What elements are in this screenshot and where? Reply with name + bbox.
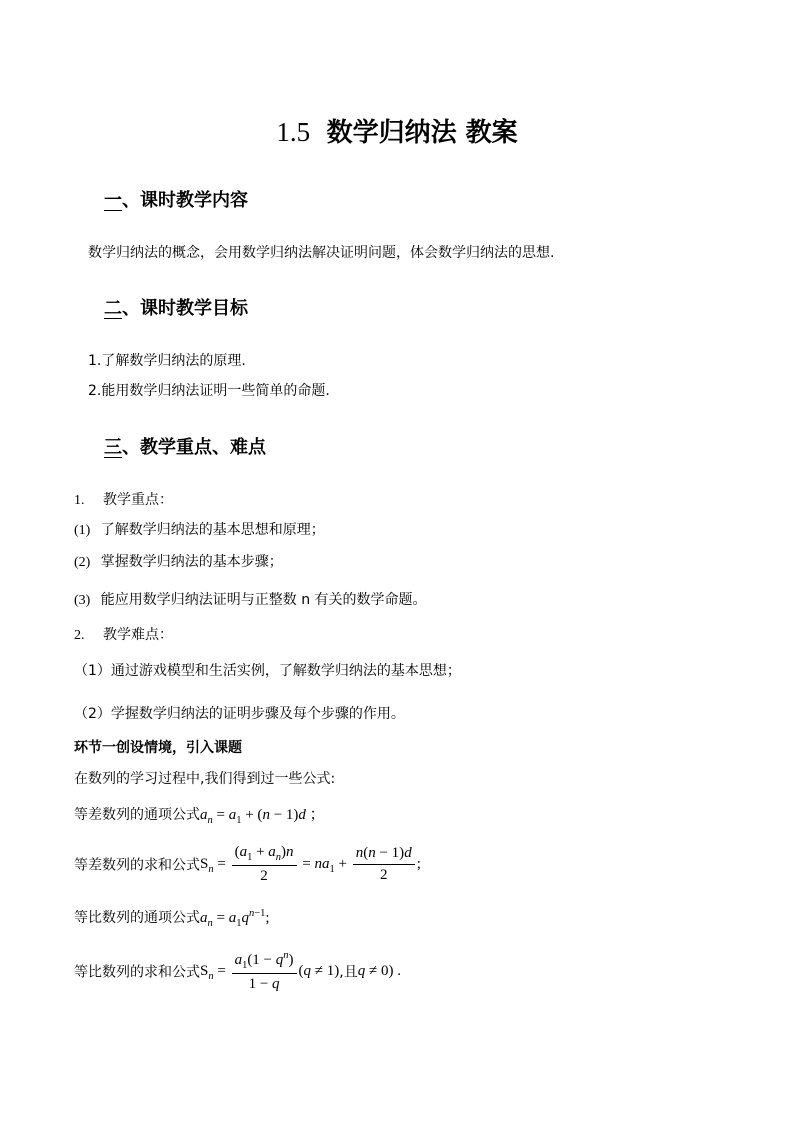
- formula-4-condition: q ≠ 0) .: [357, 963, 401, 979]
- segment1-intro: 在数列的学习过程中,我们得到过一些公式:: [74, 771, 336, 787]
- formula-4-label: 等比数列的求和公式: [74, 964, 200, 981]
- formula-3-row: [74, 907, 270, 929]
- section1-heading-prefix: 一: [104, 190, 122, 211]
- formula-4-tail: ,且: [339, 964, 358, 981]
- formula-1-row: [74, 803, 325, 826]
- title-text: 数学归纳法 教案: [326, 118, 518, 148]
- page-title: [0, 112, 794, 149]
- formula-4-expression: $S_n$ = $\frac{a_1(1 - q^n)}{1 - q}$ (q ≠ 1): [200, 950, 340, 992]
- section1-heading-text: 、课时教学内容: [122, 190, 248, 211]
- formula-4-row: [74, 950, 401, 993]
- section1-heading: [104, 186, 248, 212]
- section2-heading-prefix: 二: [104, 298, 122, 319]
- formula-2-label: 等差数列的求和公式: [74, 857, 200, 874]
- difficulty-item-2: （2）学握数学归纳法的证明步骤及每个步骤的作用。: [74, 706, 405, 722]
- formula-1-label: 等差数列的通项公式: [74, 807, 200, 823]
- key-item-1-text: 了解数学归纳法的基本思想和原理；: [100, 522, 325, 538]
- formula-2-expression: $S_n$ = $\frac{(a_1 + a_n)n}{2}$ = $na_1$ + $\frac{n(n - 1)d}{2}$ ;: [200, 844, 421, 884]
- key-item-2: [74, 551, 283, 571]
- key-item-2-text: 掌握数学归纳法的基本步骤；: [100, 554, 283, 570]
- key-item-3-text: 能应用数学归纳法证明与正整数 n 有关的数学命题。: [100, 592, 427, 608]
- formula-2-row: [74, 844, 421, 885]
- section2-heading: [104, 294, 248, 320]
- goal-item-2: 2.能用数学归纳法证明一些简单的命题.: [88, 383, 330, 399]
- formula-1-expression: $a_n = a_1 + (n - 1)d$ ；: [200, 807, 325, 826]
- key-points-label: 教学重点：: [102, 492, 173, 508]
- key-points-number: 1.: [74, 493, 85, 508]
- difficulty-label: 教学难点：: [102, 627, 173, 643]
- key-item-2-num: (2): [74, 555, 91, 570]
- section3-heading-text: 、教学重点、难点: [122, 437, 266, 458]
- section2-heading-text: 、课时教学目标: [122, 298, 248, 319]
- difficulty-item-1: （1）通过游戏模型和生活实例，了解数学归纳法的基本思想；: [74, 663, 461, 679]
- title-number: 1.5: [276, 117, 311, 147]
- difficulty-row: [74, 624, 173, 644]
- key-item-1: [74, 519, 325, 539]
- goal-item-1: 1.了解数学归纳法的原理.: [88, 353, 246, 369]
- key-item-3: [74, 589, 427, 609]
- key-item-1-num: (1): [74, 523, 91, 538]
- formula-3-expression: $a_n = a_1q^{n-1}$;: [200, 908, 270, 929]
- key-points-row: [74, 489, 173, 509]
- section3-heading-prefix: 三: [104, 437, 122, 458]
- difficulty-number: 2.: [74, 628, 85, 643]
- segment1-title: 环节一创设情境，引入课题: [74, 740, 242, 756]
- key-item-3-num: (3): [74, 593, 91, 608]
- formula-3-label: 等比数列的通项公式: [74, 910, 200, 926]
- section3-heading: [104, 433, 266, 459]
- section1-body: 数学归纳法的概念，会用数学归纳法解决证明问题，体会数学归纳法的思想.: [88, 245, 555, 261]
